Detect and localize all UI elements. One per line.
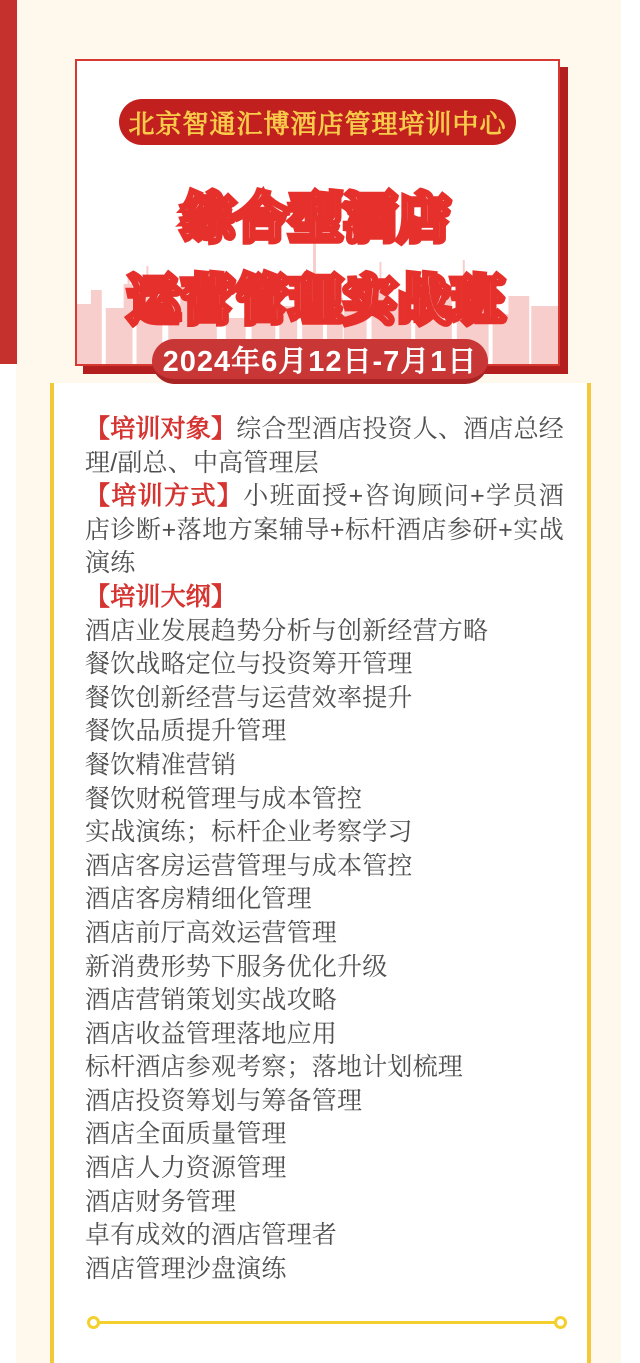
outline-topic: 餐饮财税管理与成本管控 [85,784,363,813]
content-text [85,413,564,1286]
outline-topic: 酒店客房运营管理与成本管控 [85,851,413,880]
outline-topic: 酒店前厅高效运营管理 [85,918,338,947]
outline-topic: 酒店业发展趋势分析与创新经营方略 [85,616,489,645]
section-text-method: 小班面授+咨询顾问+学员酒店诊断+落地方案辅导+标杆酒店参研+实战演练 [85,482,564,578]
outline-topic: 实战演练；标杆企业考察学习 [85,818,413,847]
outline-topic: 餐饮战略定位与投资筹开管理 [85,650,413,679]
section-method [85,480,564,581]
outline-topic: 餐饮创新经营与运营效率提升 [85,683,413,712]
date-range: 2024年6月12日-7月1日 [162,345,478,378]
section-label-method: 【培训方式】 [85,482,244,511]
outline-topic: 酒店客房精细化管理 [85,885,312,914]
content-card [50,383,591,1363]
outline-topic-list [85,615,564,1287]
hero-card [75,59,560,366]
outline-topic: 酒店收益管理落地应用 [85,1019,338,1048]
outline-topic: 酒店财务管理 [85,1187,237,1216]
outline-topic: 新消费形势下服务优化升级 [85,952,388,981]
outline-topic: 标杆酒店参观考察；落地计划梳理 [85,1053,464,1082]
organization-badge [119,99,516,145]
outline-topic: 餐饮精准营销 [85,750,237,779]
outline-topic: 酒店营销策划实战攻略 [85,986,338,1015]
outline-topic: 餐饮品质提升管理 [85,717,287,746]
left-red-stripe [0,0,17,364]
section-label-audience: 【培训对象】 [85,415,237,443]
section-text-audience: 综合型酒店投资人、酒店总经理/副总、中高管理层 [85,415,564,477]
outline-topic: 卓有成效的酒店管理者 [85,1221,338,1250]
outline-topic: 酒店全面质量管理 [85,1120,287,1149]
outline-topic: 酒店人力资源管理 [85,1154,287,1183]
date-badge [152,339,488,384]
outline-topic: 酒店管理沙盘演练 [85,1254,287,1283]
course-title-line1: 综合型酒店 综合型酒店 [77,177,558,251]
section-label-outline: 【培训大纲】 [85,582,237,611]
outline-topic: 酒店投资筹划与筹备管理 [85,1086,363,1115]
organization-name: 北京智通汇博酒店管理培训中心 [128,108,507,139]
section-audience [85,413,564,480]
yellow-divider [93,1321,561,1324]
course-title-line2: 运营管理实战班 运营管理实战班 [77,259,558,333]
section-outline [85,581,564,615]
